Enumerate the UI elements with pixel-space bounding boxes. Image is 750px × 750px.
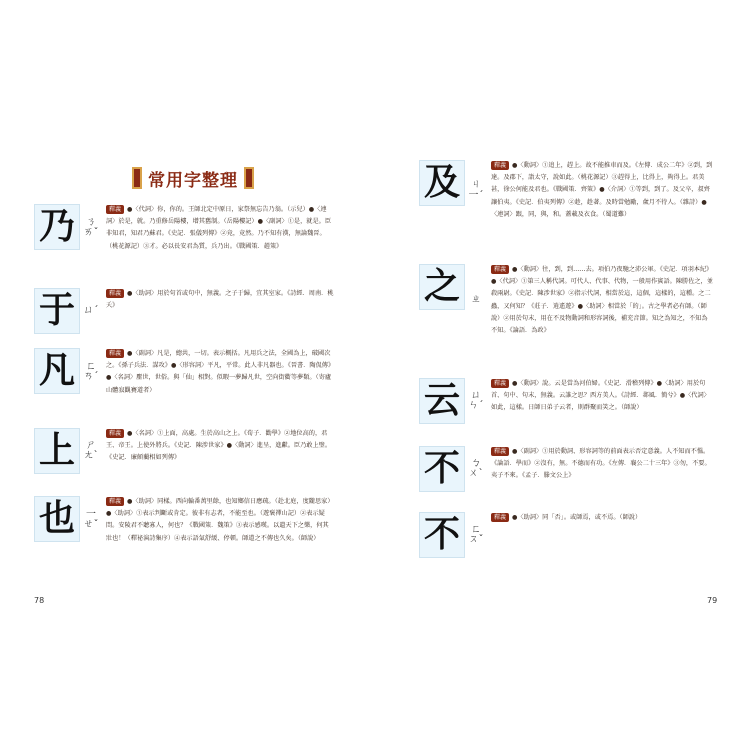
- right-page: [375, 0, 750, 750]
- char-box: [419, 512, 465, 558]
- definition-tag: 釋義: [106, 429, 124, 438]
- entry-nai: [34, 204, 334, 253]
- definition: 釋義 ●〈副詞〉①用於動詞、形容詞等的前面表示否定意義。人不知而不慍。《論語．學而》②沒有，無。不德而有功。《左傳．襄公二十三年》③勿，不要。夷子不來。《孟子．滕文公上》: [491, 448, 711, 480]
- page-number: 78: [34, 596, 45, 605]
- zhuyin: ㄈ ㄢˊ: [83, 360, 99, 383]
- definition: 釋義 ●〈助詞〉同「否」。或師焉，或不焉。（師說）: [491, 512, 713, 558]
- definition-tag: 釋義: [106, 205, 124, 214]
- definition: 釋義 ●〈助詞〉用於句首或句中，無義。之子于歸，宜其室家。《詩經．周南．桃夭》: [106, 290, 334, 310]
- zhuyin: ㄐ 一ˊ: [468, 179, 484, 201]
- definition-tag: 釋義: [491, 265, 509, 274]
- definition: 釋義 ●〈動詞〉①追上，趕上。故不能推車而及。《左傳．成公二年》②到，到達。及郡下，詣太守，說如此。（桃花源記）③趕得上，比得上，夠得上。君美甚，徐公何能及君也。《戰國策．齊策》●〈介詞〉①等到，到了。及父卒，叔齊讓伯夷。《史記．伯夷列傳》②趁，趁著。及時當勉勵，歲月不待人。（雜詩）●〈連詞〉跟，同，與，和。蓋載及衣食。（蜀道難）: [491, 162, 713, 218]
- char-box: [34, 428, 80, 474]
- section-title: [124, 166, 262, 190]
- definition: 釋義 ●〈動詞〉說。云是當為河伯婦。《史記．滑稽列傳》●〈助詞〉用於句首、句中、句末，無義。云誰之思？西方美人。《詩經．邶風．簡兮》●〈代詞〉如此，這樣。日師日弟子云者，則群聚而笑之。（師說）: [491, 380, 710, 412]
- definition-tag: 釋義: [491, 161, 509, 170]
- char-box: [419, 264, 465, 310]
- definition-tag: 釋義: [491, 379, 509, 388]
- entry-yu: [34, 288, 334, 334]
- title-right-ornament: [244, 167, 254, 189]
- definition: 釋義 ●〈代詞〉你，你的。王師北定中原日，家祭無忘告乃翁。（示兒）●〈連詞〉於是，就。乃重修岳陽樓，增其舊制。（岳陽樓記）●〈副詞〉①是，就是。臣非知君，知君乃蘇君。《史記．張儀列傳》②竟，竟然。乃不知有漢，無論魏晉。（桃花源記）③才。必以長安君為質，兵乃出。《戰國策．趙策》: [106, 206, 332, 250]
- entry-char: 不: [423, 448, 460, 489]
- entry-char: 乃: [38, 206, 75, 247]
- definition-tag: 釋義: [106, 289, 124, 298]
- definition-tag: 釋義: [106, 497, 124, 506]
- char-box: [34, 348, 80, 394]
- entry-fou: [419, 512, 713, 558]
- entry-char: 不: [423, 514, 460, 555]
- entry-char: 上: [38, 430, 75, 471]
- zhuyin: ㄈ ㄡˇ: [468, 523, 484, 545]
- definition-tag: 釋義: [106, 349, 124, 358]
- definition: 釋義 ●〈副詞〉凡是，總共，一切。表示概括。凡用兵之法，全國為上，破國次之。《孫子兵法．謀攻》●〈形容詞〉平凡，平常。此人非凡器也。《晉書．陶侃傳》●〈名詞〉塵世，世俗。與「仙」相對。似暇一夢歸凡世，空向街衢等夢類。（寄廬山體寂觀賽道者）: [106, 350, 332, 394]
- zhuyin: ㄩˊ: [83, 304, 99, 316]
- char-box: [34, 496, 80, 542]
- entry-char: 于: [38, 290, 75, 331]
- entry-yun: [419, 378, 713, 424]
- zhuyin: ㄋ ㄞˇ: [83, 216, 99, 239]
- char-box: [419, 446, 465, 492]
- entry-ye: [34, 496, 334, 545]
- entry-char: 及: [423, 162, 460, 203]
- char-box: [419, 378, 465, 424]
- entry-shang: [34, 428, 334, 474]
- zhuyin: ㄕ ㄤˋ: [83, 439, 99, 461]
- definition-tag: 釋義: [491, 447, 509, 456]
- title-left-ornament: [132, 167, 142, 189]
- zhuyin: ㄅ ㄨˋ: [468, 457, 484, 479]
- definition: 釋義 ●〈名詞〉①上面，高處。生於高山之上。《荀子．勸學》②地位高的，君王、帝王。上使外將兵。《史記．陳涉世家》●〈動詞〉進呈，進獻。臣乃敢上璧。《史記．廉頗藺相如列傳》: [106, 430, 332, 462]
- char-box: [34, 204, 80, 250]
- definition-tag: 釋義: [491, 513, 509, 522]
- entry-char: 之: [423, 266, 460, 307]
- entry-bu: [419, 446, 713, 492]
- zhuyin: ㄩ ㄣˊ: [468, 389, 484, 411]
- entry-char: 云: [423, 380, 460, 421]
- entry-fan: [34, 348, 334, 397]
- zhuyin: 一 ㄝˇ: [83, 508, 99, 531]
- definition: 釋義 ●〈助詞〉同樣。西向輪番萬里餘，也知鄉信日應疏。（赴北庭，度隴思家）●〈助詞〉①表示判斷或肯定。彼非有志者，不能至也。（遊褒禪山記）②表示疑問。安陵君不聽寡人，何也？《戰國策．魏策》③表示感嘆。以遺天下之樂，何其壯也！（釋祕演詩集序）④表示語氣舒緩、停頓。師道之不傳也久矣。（師說）: [106, 498, 334, 542]
- entry-char: 凡: [38, 350, 75, 391]
- char-box: [34, 288, 80, 334]
- page-title: 常用字整理: [148, 170, 238, 191]
- page-number: 79: [707, 596, 718, 605]
- zhuyin: ㄓ: [471, 294, 481, 306]
- entry-ji: [419, 160, 713, 221]
- char-box: [419, 160, 465, 206]
- definition: 釋義 ●〈動詞〉往，到，到……去。項伯乃夜馳之沛公軍。《史記．項羽本紀》●〈代詞〉①第三人稱代詞。可代人、代事、代物，一般用作賓語。陳勝佐之，並殺兩尉。《史記．陳涉世家》②指示代詞，相當於這，這個，這樣的，這種。之二蟲，又何知？《莊子．逍遙遊》●〈助詞〉相當於「的」。古之學者必有師。（師說）②用於句末，用在不及物動詞和形容詞後，補充音節。知之為知之，不知為不知。《論語．為政》: [491, 266, 713, 335]
- entry-zhi: [419, 264, 713, 337]
- entry-char: 也: [38, 498, 75, 539]
